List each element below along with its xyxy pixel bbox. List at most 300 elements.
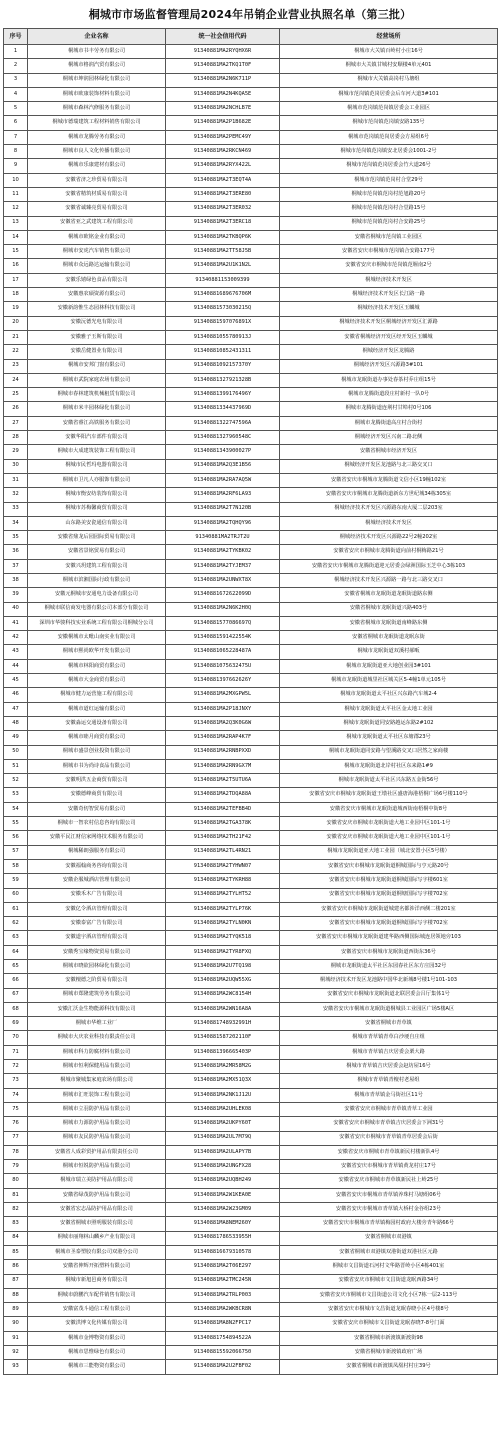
table-row: [4, 616, 498, 630]
address: 安徽省安庆市桐城市龙眠街道大地工业园中区101-1号: [280, 831, 498, 845]
credit-code: 91340881MA2U7TQ198: [166, 960, 280, 974]
row-index: 76: [4, 1117, 28, 1131]
row-index: 19: [4, 302, 28, 316]
row-index: 79: [4, 1160, 28, 1174]
row-index: 38: [4, 573, 28, 587]
table-row: [4, 1174, 498, 1188]
company-name: 安徽省桐城市照明服装有限公司: [28, 1217, 166, 1231]
row-index: 41: [4, 616, 28, 630]
row-index: 40: [4, 602, 28, 616]
company-name: 安徽岳健置业有限公司: [28, 345, 166, 359]
table-row: [4, 402, 498, 416]
company-name: 桐城市森林汽修服务有限公司: [28, 102, 166, 116]
table-row: [4, 473, 498, 487]
table-row: [4, 1031, 498, 1045]
table-row: [4, 559, 498, 573]
credit-code: 91340881MA2T06E297: [166, 1260, 280, 1274]
address: 桐城市大关镇甘城村安顺楼4单元401: [280, 59, 498, 73]
company-name: 安徽亿令酒店管理有限公司: [28, 902, 166, 916]
table-row: [4, 1203, 498, 1217]
row-index: 4: [4, 87, 28, 101]
table-row: [4, 702, 498, 716]
table-row: [4, 1074, 498, 1088]
row-index: 22: [4, 345, 28, 359]
row-index: 37: [4, 559, 28, 573]
company-name: 安徽新韵惟生态园林科技有限公司: [28, 302, 166, 316]
company-name: 桐城市民哲玛电器有限公司: [28, 459, 166, 473]
row-index: 56: [4, 831, 28, 845]
row-index: 50: [4, 745, 28, 759]
table-row: [4, 173, 498, 187]
row-index: 60: [4, 888, 28, 902]
row-index: 74: [4, 1088, 28, 1102]
row-index: 90: [4, 1317, 28, 1331]
row-index: 78: [4, 1145, 28, 1159]
company-name: 桐城市睦月商贸有限公司: [28, 731, 166, 745]
row-index: 34: [4, 516, 28, 530]
address: 桐城经济技术开发区: [280, 516, 498, 530]
credit-code: 91340881MA2NK1J12U: [166, 1088, 280, 1102]
row-index: 77: [4, 1131, 28, 1145]
table-row: [4, 459, 498, 473]
table-row: [4, 445, 498, 459]
credit-code: 91340881MA2UKPY60T: [166, 1117, 280, 1131]
table-body: [4, 45, 498, 1375]
table-row: [4, 259, 498, 273]
credit-code: 91340881MA2TYQK518: [166, 931, 280, 945]
company-name: 安徽汇沃金生物能源科技有限公司: [28, 1002, 166, 1016]
company-name: 安徽省济之珍贸易有限公司: [28, 173, 166, 187]
table-row: [4, 645, 498, 659]
company-name: 桐城市安虎汽车销售有限公司: [28, 245, 166, 259]
table-row: [4, 988, 498, 1002]
credit-code: 91340881577086697Q: [166, 616, 280, 630]
table-row: [4, 330, 498, 344]
credit-code: 9134088166793105​78: [166, 1245, 280, 1259]
company-name: 桐城市友民防护用品有限公司: [28, 1131, 166, 1145]
row-index: 47: [4, 702, 28, 716]
row-index: 35: [4, 531, 28, 545]
company-name: 桐城市米丰园林绿化有限公司: [28, 402, 166, 416]
address: 桐城市龙眠街道太平社区东园春社区东方庄园32号: [280, 960, 498, 974]
table-row: [4, 159, 498, 173]
company-name: 桐城市瑞立美防护用品有限公司: [28, 1174, 166, 1188]
table-row: [4, 145, 498, 159]
credit-code: 91340881MA2UQBH249: [166, 1174, 280, 1188]
address: 安徽省安庆市桐城市龙眠街道桐塘国际写字楼702室: [280, 888, 498, 902]
address: 安徽省安庆市桐城市青草镇养珠村马塘组06号: [280, 1188, 498, 1202]
row-index: 9: [4, 159, 28, 173]
table-row: [4, 516, 498, 530]
address: 桐城市龙眠街道办事处春茶村乔庄组15号: [280, 373, 498, 387]
row-index: 65: [4, 960, 28, 974]
row-index: 28: [4, 431, 28, 445]
company-name: 安徽华阳汽车部件有限公司: [28, 431, 166, 445]
credit-code: 91340881MA2TYLP76K: [166, 902, 280, 916]
address: 安徽省安庆市桐城市龙眠街道建华路西侧国际城连居领地旁103: [280, 931, 498, 945]
row-index: 54: [4, 802, 28, 816]
company-name: 桐城市德瑞建筑工程材料销售有限公司: [28, 116, 166, 130]
row-index: 87: [4, 1274, 28, 1288]
address: 安徽省桐城市龙眠街道南峰路东侧: [280, 616, 498, 630]
table-row: [4, 859, 498, 873]
row-index: 67: [4, 988, 28, 1002]
address: 安徽省桐城市新渡镇政府广场: [280, 1346, 498, 1360]
credit-code: 91340881MA2TDQA88A: [166, 788, 280, 802]
company-name: 桐城市郑隆建筑劳务有限公司: [28, 988, 166, 1002]
address: 桐城市龙眠街道同安路越运东路2#102: [280, 716, 498, 730]
company-name: 安徽淼运交通设备有限公司: [28, 716, 166, 730]
address: 桐城经济技术开发区长江路一路: [280, 288, 498, 302]
table-row: [4, 731, 498, 745]
company-name: 桐城市欧铭金业有限公司: [28, 230, 166, 244]
address: 桐城市范岗镇范岗镇居委会工业园区: [280, 102, 498, 116]
table-row: [4, 960, 498, 974]
company-name: 桐城市乐康建材有限公司: [28, 159, 166, 173]
row-index: 15: [4, 245, 28, 259]
table-row: [4, 187, 498, 201]
credit-code: 91340881MA2TRJT2U: [166, 531, 280, 545]
address: 安徽省桐城市新渡镇新渡街98: [280, 1331, 498, 1345]
company-name: 山东路美安瓷通信有限公司: [28, 516, 166, 530]
address: 桐城市龙眠街道太平社区兴东路汽车城2-4: [280, 688, 498, 702]
address: 桐城市大关镇高岗村马塘组: [280, 73, 498, 87]
address: 安徽省安庆市桐城市文昌街道龙眠春晓小区4号楼8号: [280, 1303, 498, 1317]
row-index: 82: [4, 1203, 28, 1217]
table-row: [4, 1145, 498, 1159]
row-index: 69: [4, 1017, 28, 1031]
credit-code: 9134088139917649​6Y: [166, 388, 280, 402]
company-name: 安徽明洪五金商贸有限公司: [28, 774, 166, 788]
credit-code: 91340881MA2N6K711P: [166, 73, 280, 87]
table-row: [4, 416, 498, 430]
address: 桐城市大关镇百岭村小庄16号: [280, 45, 498, 59]
credit-code: 91340881MA2T7N120B: [166, 502, 280, 516]
company-name: 安徽雅子玉斯有限公司: [28, 330, 166, 344]
address: 安徽省安庆市桐城市青草镇梅园村政府大楼旁青年路66号: [280, 1217, 498, 1231]
company-name: 桐城市科力防腐材料有限公司: [28, 1045, 166, 1059]
company-name: 桐城市三能物资有限公司: [28, 1360, 166, 1374]
row-index: 45: [4, 674, 28, 688]
company-name: 桐城市道红运输有限公司: [28, 702, 166, 716]
row-index: 84: [4, 1231, 28, 1245]
credit-code: 91340881MA2TMC245N: [166, 1274, 280, 1288]
table-row: [4, 1102, 498, 1116]
address: 安徽省安庆市桐城市龙腾街道文信小区19幢102室: [280, 473, 498, 487]
address: 桐城经济技术开发区玉麟城: [280, 302, 498, 316]
row-index: 33: [4, 502, 28, 516]
table-row: [4, 788, 498, 802]
row-index: 25: [4, 388, 28, 402]
address: 桐城市青草镇青草白沙埂自庄组: [280, 1031, 498, 1045]
row-index: 88: [4, 1288, 28, 1302]
address: 桐城市龙眠街道北岸村社区东来路1#9: [280, 759, 498, 773]
table-row: [4, 359, 498, 373]
address: 桐城市龙眠街道亚大地工业园（城北安置小区5号楼）: [280, 845, 498, 859]
table-row: [4, 1217, 498, 1231]
revocation-table: [3, 28, 498, 1375]
credit-code: 91340881MA2WC8154H: [166, 988, 280, 1002]
credit-code: 91340881587202110F: [166, 1031, 280, 1045]
row-index: 20: [4, 316, 28, 330]
credit-code: 91340881MA2RN9GX7M: [166, 759, 280, 773]
credit-code: 91340881MA2MR58M2G: [166, 1060, 280, 1074]
company-name: 桐城市一智农村信息咨询有限公司: [28, 817, 166, 831]
company-name: 桐城市书为尚诗食品有限公司: [28, 759, 166, 773]
table-row: [4, 759, 498, 773]
company-name: 桐城市圣泰塑胶有限公司双港分公司: [28, 1245, 166, 1259]
company-name: 安徽道宇酒店管理有限公司: [28, 931, 166, 945]
company-name: 安徽檀德之阶贸易有限公司: [28, 974, 166, 988]
table-row: [4, 216, 498, 230]
row-index: 63: [4, 931, 28, 945]
credit-code: 91340881MA2TRLP003: [166, 1288, 280, 1302]
company-name: 安徽省绿茂防护用品有限公司: [28, 1188, 166, 1202]
credit-code: 91340881754894522A: [166, 1331, 280, 1345]
address: 桐城市青草镇金马街社区11号: [280, 1088, 498, 1102]
table-row: [4, 1245, 498, 1259]
table-row: [4, 45, 498, 59]
table-row: [4, 874, 498, 888]
address: 桐城市龙腾街道高庄村合街村: [280, 416, 498, 430]
credit-code: 91340881MA2N6K2H0Q: [166, 602, 280, 616]
credit-code: 91340881MA8NEM260Y: [166, 1217, 280, 1231]
table-row: [4, 917, 498, 931]
address: 安徽省安庆市桐城市龙眠街道桐城国际写字楼601室: [280, 874, 498, 888]
company-name: 桐城市大金商贸有限公司: [28, 674, 166, 688]
row-index: 73: [4, 1074, 28, 1088]
company-name: 桐城市林阳商贸有限公司: [28, 659, 166, 673]
table-row: [4, 631, 498, 645]
address: 桐城经济技术开发区兴源路东南大厦二层203室: [280, 502, 498, 516]
address: 安徽省桐城市龙眠街道龙眠东街: [280, 631, 498, 645]
company-name: 安徽企服城酒店管理有限公司: [28, 874, 166, 888]
credit-code: 91340881065228487A: [166, 645, 280, 659]
address: 安徽省安庆市桐城市文昌街道公司文化小区7栋一层2-113号: [280, 1288, 498, 1302]
address: 桐城市文昌街道石河村文华路晋岭小区4栋401室: [280, 1260, 498, 1274]
address: 安徽省安庆市桐城市文昌街道龙眠西路34号: [280, 1274, 498, 1288]
credit-code: 91340881MA2P18JNXY: [166, 702, 280, 716]
row-index: 72: [4, 1060, 28, 1074]
address: 安徽省桐城市双港镇双港街道双港社区元路: [280, 1245, 498, 1259]
company-name: 安徽省鼎龙后园园际贸易有限公司: [28, 531, 166, 545]
company-name: 安徽富茂斗通信工程有限公司: [28, 1303, 166, 1317]
credit-code: 91340881591422554K: [166, 631, 280, 645]
address: 安徽省桐城市龙眠街道龙眠街道路东侧: [280, 588, 498, 602]
header-company-name: 企业名称: [28, 29, 166, 45]
row-index: 32: [4, 488, 28, 502]
address: 桐城市龙眠街道亚大地创业园3#101: [280, 659, 498, 673]
credit-code: 91340881MA2TQHQY96: [166, 516, 280, 530]
company-name: 桐城市新旭邑商务有限公司: [28, 1274, 166, 1288]
credit-code: 91340881MA2TGA378K: [166, 817, 280, 831]
row-index: 21: [4, 330, 28, 344]
credit-code: 9134088105578091​3J: [166, 330, 280, 344]
address: 桐城市范岗镇范岗居委会后车河大道3#101: [280, 87, 498, 101]
credit-code: 91340881MA2RF6LA93: [166, 488, 280, 502]
table-row: [4, 230, 498, 244]
row-index: 27: [4, 416, 28, 430]
company-name: 桐城市联信商发电器有限公司本部分有限公司: [28, 602, 166, 616]
company-name: 安徽洪博文化传媒有限公司: [28, 1317, 166, 1331]
page-title: 桐城市市场监督管理局2024年吊销企业营业执照名单（第三批）: [88, 8, 412, 21]
address: 桐城经济开发区兴南二路北侧: [280, 431, 498, 445]
address: 安徽省桐城经济开发区经开发区玉麟城: [280, 330, 498, 344]
table-row: [4, 345, 498, 359]
table-row: [4, 831, 498, 845]
credit-code: 9134088159707689​1X: [166, 316, 280, 330]
credit-code: 91340881085243131​1: [166, 345, 280, 359]
row-index: 10: [4, 173, 28, 187]
address: 桐城经济技术开发区龙池路中国华北新城8号楼1号101-103: [280, 974, 498, 988]
table-row: [4, 774, 498, 788]
company-name: 安徽省亚之武建筑工程有限公司: [28, 216, 166, 230]
company-name: 桐城市大成建筑装饰工程有限公司: [28, 445, 166, 459]
address: 安徽省安庆市桐城市龙眠街道桐城国际写字楼702室: [280, 917, 498, 931]
table-row: [4, 488, 498, 502]
address: 桐城市范岗镇范岗镇安北居委会1001-2号: [280, 145, 498, 159]
table-row: [4, 1088, 498, 1102]
address: 安徽省桐城市经济开发区: [280, 445, 498, 459]
row-index: 61: [4, 902, 28, 916]
address: 安徽省安庆市桐城市龙腾街道迎元居委会绿洲国际玉芝中心3栋103: [280, 559, 498, 573]
row-index: 64: [4, 945, 28, 959]
credit-code: 91340881MA2TYHWN07: [166, 859, 280, 873]
credit-code: 91340881MA2Q3K0G6W: [166, 716, 280, 730]
address: 安徽省安庆市桐城市青草镇黄龙村庄17号: [280, 1160, 498, 1174]
table-row: [4, 888, 498, 902]
credit-code: 91340881MA2RNBPXXD: [166, 745, 280, 759]
table-row: [4, 817, 498, 831]
address: 安徽省安庆市桐城市龙眠街道桐城国际与亨元路20号: [280, 859, 498, 873]
row-index: 42: [4, 631, 28, 645]
address: 桐城经济开发区兴源路3#101: [280, 359, 498, 373]
address: 桐城市龙眠街道城里社区城关区5-4幢1单元105号: [280, 674, 498, 688]
credit-code: 91340881MA2WN16A8A: [166, 1002, 280, 1016]
company-name: 桐城市丽翔林山麟乡产业有限公司: [28, 1231, 166, 1245]
company-name: 桐城稀朗强服务有限公司: [28, 845, 166, 859]
credit-code: 91340881MA2ULAPY7B: [166, 1145, 280, 1159]
address: 安徽省安庆市桐城市龙腾街道新东方世纪城34栋305室: [280, 488, 498, 502]
company-name: 桐城市格润汽贸有限公司: [28, 59, 166, 73]
credit-code: 9134088168967670​6M: [166, 288, 280, 302]
company-name: 桐城市汇旺装饰工程有限公司: [28, 1088, 166, 1102]
credit-code: 91340881092157370Y: [166, 359, 280, 373]
row-index: 92: [4, 1346, 28, 1360]
row-index: 6: [4, 116, 28, 130]
credit-code: 91340881MA2W23GM09: [166, 1203, 280, 1217]
credit-code: 91340881MA2MXGPW5L: [166, 688, 280, 702]
company-name: 安徽泰富广告有限公司: [28, 917, 166, 931]
table-row: [4, 531, 498, 545]
company-name: 桐城市衡安纺装饰有限公司: [28, 488, 166, 502]
company-name: 安徽兴玥建筑工程有限公司: [28, 559, 166, 573]
company-name: 桐城市健力运营施工程有限公司: [28, 688, 166, 702]
credit-code: 91340881748932991H: [166, 1017, 280, 1031]
row-index: 55: [4, 817, 28, 831]
address: 桐城经济技术开发区兴源路一路与北三路交叉口: [280, 573, 498, 587]
table-row: [4, 1131, 498, 1145]
row-index: 85: [4, 1245, 28, 1259]
table-row: [4, 1045, 498, 1059]
company-name: 桐城市恒锐防护用品有限公司: [28, 1160, 166, 1174]
company-name: 安徽奇仞智贸易有限公司: [28, 802, 166, 816]
credit-code: 91340881MA2RKCN469: [166, 145, 280, 159]
company-name: 安徽德峰商贸有限公司: [28, 788, 166, 802]
row-index: 3: [4, 73, 28, 87]
credit-code: 91340881MA2U2FBF02: [166, 1360, 280, 1374]
company-name: 桐城市熙尚欧华开发有限公司: [28, 645, 166, 659]
address: 桐城市龙腾街道连荆村甘埠村0号106: [280, 402, 498, 416]
credit-code: 91340881397662626Y: [166, 674, 280, 688]
row-index: 49: [4, 731, 28, 745]
address: 安徽省安庆市桐城市龙眠街道西街东36号: [280, 945, 498, 959]
credit-code: 91340881327960548C: [166, 431, 280, 445]
row-index: 48: [4, 716, 28, 730]
document-page: [3, 0, 497, 1375]
address: 桐城市范岗镇范岗镇安路135号: [280, 116, 498, 130]
row-index: 57: [4, 845, 28, 859]
address: 桐城经济技术开发区兴源路22号2幢202室: [280, 531, 498, 545]
row-index: 83: [4, 1217, 28, 1231]
company-name: 安徽省伸辉开拓塑料有限公司: [28, 1260, 166, 1274]
address: 安徽省安庆市桐城市青草镇吉庆居委会下洲31号: [280, 1117, 498, 1131]
row-index: 53: [4, 788, 28, 802]
table-row: [4, 316, 498, 330]
company-name: 安徽省景铭贸易有限公司: [28, 545, 166, 559]
credit-code: 91340881MA2TKBQP6K: [166, 230, 280, 244]
row-index: 52: [4, 774, 28, 788]
row-index: 24: [4, 373, 28, 387]
table-row: [4, 1331, 498, 1345]
company-name: 安徽惠农硕资源有限公司: [28, 288, 166, 302]
table-row: [4, 116, 498, 130]
table-row: [4, 302, 498, 316]
company-name: 安徽秀宝缘物资贸易有限公司: [28, 945, 166, 959]
credit-code: 91340881MA2TT58J5B: [166, 245, 280, 259]
company-name: 安徽元桐城市安通电力设备有限公司: [28, 588, 166, 602]
company-name: 桐城市良人文化传播有限公司: [28, 145, 166, 159]
address: 桐城经济技术开发区桐城经济开发区汇源路: [280, 316, 498, 330]
table-row: [4, 845, 498, 859]
credit-code: 91340881MA2U1K1N2L: [166, 259, 280, 273]
row-index: 44: [4, 659, 28, 673]
table-row: [4, 931, 498, 945]
company-name: 桐城市欧康装饰材料有限公司: [28, 87, 166, 101]
credit-code: 91340881396665403P: [166, 1045, 280, 1059]
credit-code: 91340881MA2TEFBB4D: [166, 802, 280, 816]
table-row: [4, 545, 498, 559]
address: 安徽省安庆市桐城市范岗镇合安路177号: [280, 245, 498, 259]
table-row: [4, 431, 498, 445]
credit-code: 91340881MA2TKQ1T0F: [166, 59, 280, 73]
company-name: 安徽省诚臻亮贸易有限公司: [28, 202, 166, 216]
company-name: 桐城市力源防护用品有限公司: [28, 1117, 166, 1131]
table-row: [4, 1188, 498, 1202]
table-row: [4, 945, 498, 959]
company-name: 安徽省人成彩贸护用品有限责任公司: [28, 1145, 166, 1159]
table-row: [4, 716, 498, 730]
row-index: 70: [4, 1031, 28, 1045]
row-index: 2: [4, 59, 28, 73]
address: 安徽省桐城市龙眠街道兴路403号: [280, 602, 498, 616]
row-index: 66: [4, 974, 28, 988]
address: 安徽省安庆市桐城市龙眠街道桐城县工业园区广场5楼A区: [280, 1002, 498, 1016]
credit-code: 91340881MA2TL4RN21: [166, 845, 280, 859]
company-name: 桐城市聚城集家庭农场有限公司: [28, 1074, 166, 1088]
credit-code: 91340881343900027P: [166, 445, 280, 459]
row-index: 18: [4, 288, 28, 302]
